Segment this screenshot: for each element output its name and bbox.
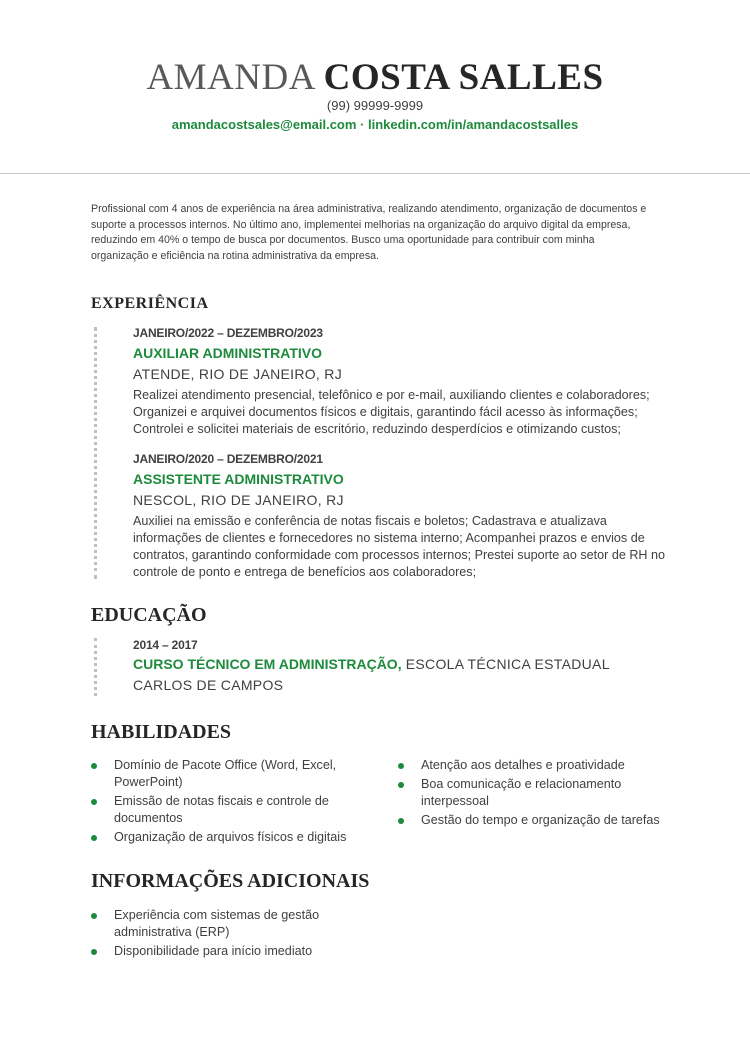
skills-list-left [91, 757, 361, 848]
job-role: ASSISTENTE ADMINISTRATIVO [133, 471, 344, 487]
additional-info-heading: INFORMAÇÕES ADICIONAIS [91, 870, 370, 892]
education-date: 2014 – 2017 [133, 638, 198, 652]
list-item: Boa comunicação e relacionamento interpessoal [398, 776, 688, 810]
phone-number: (99) 99999-9999 [326, 98, 424, 113]
professional-summary: Profissional com 4 anos de experiência na área administrativa, realizando atendimento, organização de documentos e suporte a processos internos. No último ano, implementei melhorias na organização do arquivo digital da empresa, reduzindo em 40% o tempo de busca por documentos. Busco uma oportunidade para contribuir com minha organização e eficiência na rotina administrativa da empresa. [91, 203, 647, 262]
contact-links[interactable]: amandacostsales@email.com · linkedin.com/in/amandacostsalles [171, 117, 579, 132]
list-item: Atenção aos detalhes e proatividade [398, 757, 688, 774]
job-role: AUXILIAR ADMINISTRATIVO [133, 345, 322, 361]
education-timeline-line [94, 638, 97, 696]
additional-info-list [91, 907, 361, 962]
experience-heading: EXPERIÊNCIA [91, 295, 209, 312]
skills-list-right [398, 757, 688, 831]
header-divider [0, 173, 750, 174]
education-school: ESCOLA TÉCNICA ESTADUAL CARLOS DE CAMPOS [133, 656, 610, 693]
job-company: NESCOL, RIO DE JANEIRO, RJ [133, 492, 344, 508]
education-details [133, 654, 653, 696]
list-item: Emissão de notas fiscais e controle de documentos [91, 793, 361, 827]
job-date: JANEIRO/2022 – DEZEMBRO/2023 [133, 326, 323, 340]
first-name: AMANDA [146, 57, 314, 98]
list-item: Organização de arquivos físicos e digitais [91, 829, 361, 846]
job-date: JANEIRO/2020 – DEZEMBRO/2021 [133, 452, 323, 466]
education-entry [133, 636, 653, 696]
education-course: CURSO TÉCNICO EM ADMINISTRAÇÃO, [133, 656, 402, 672]
list-item: Domínio de Pacote Office (Word, Excel, PowerPoint) [91, 757, 361, 791]
job-description: Realizei atendimento presencial, telefônico e por e-mail, auxiliando clientes e colaboradores; Organizei e arquivei documentos físicos e digitais, garantindo fácil acesso às informações; Controlei e solicitei materiais de escritório, reduzindo desperdícios e otimizando custos; [133, 388, 650, 436]
last-name: COSTA SALLES [323, 57, 604, 98]
job-description: Auxiliei na emissão e conferência de notas fiscais e boletos; Cadastrava e atualizava informações de clientes e fornecedores no sistema interno; Acompanhei prazos e envios de contratos, garantindo conformidade com processos internos; Prestei suporte ao setor de RH no controle de ponto e entrega de benefícios aos colaboradores; [133, 514, 666, 579]
list-item: Experiência com sistemas de gestão administrativa (ERP) [91, 907, 361, 941]
list-item: Gestão do tempo e organização de tarefas [398, 812, 688, 829]
job-entry [133, 324, 673, 438]
candidate-name [0, 56, 750, 100]
experience-timeline-line [94, 327, 97, 579]
job-entry [133, 450, 673, 581]
list-item: Disponibilidade para início imediato [91, 943, 361, 960]
education-heading: EDUCAÇÃO [91, 604, 207, 626]
job-company: ATENDE, RIO DE JANEIRO, RJ [133, 366, 343, 382]
skills-heading: HABILIDADES [91, 721, 232, 743]
